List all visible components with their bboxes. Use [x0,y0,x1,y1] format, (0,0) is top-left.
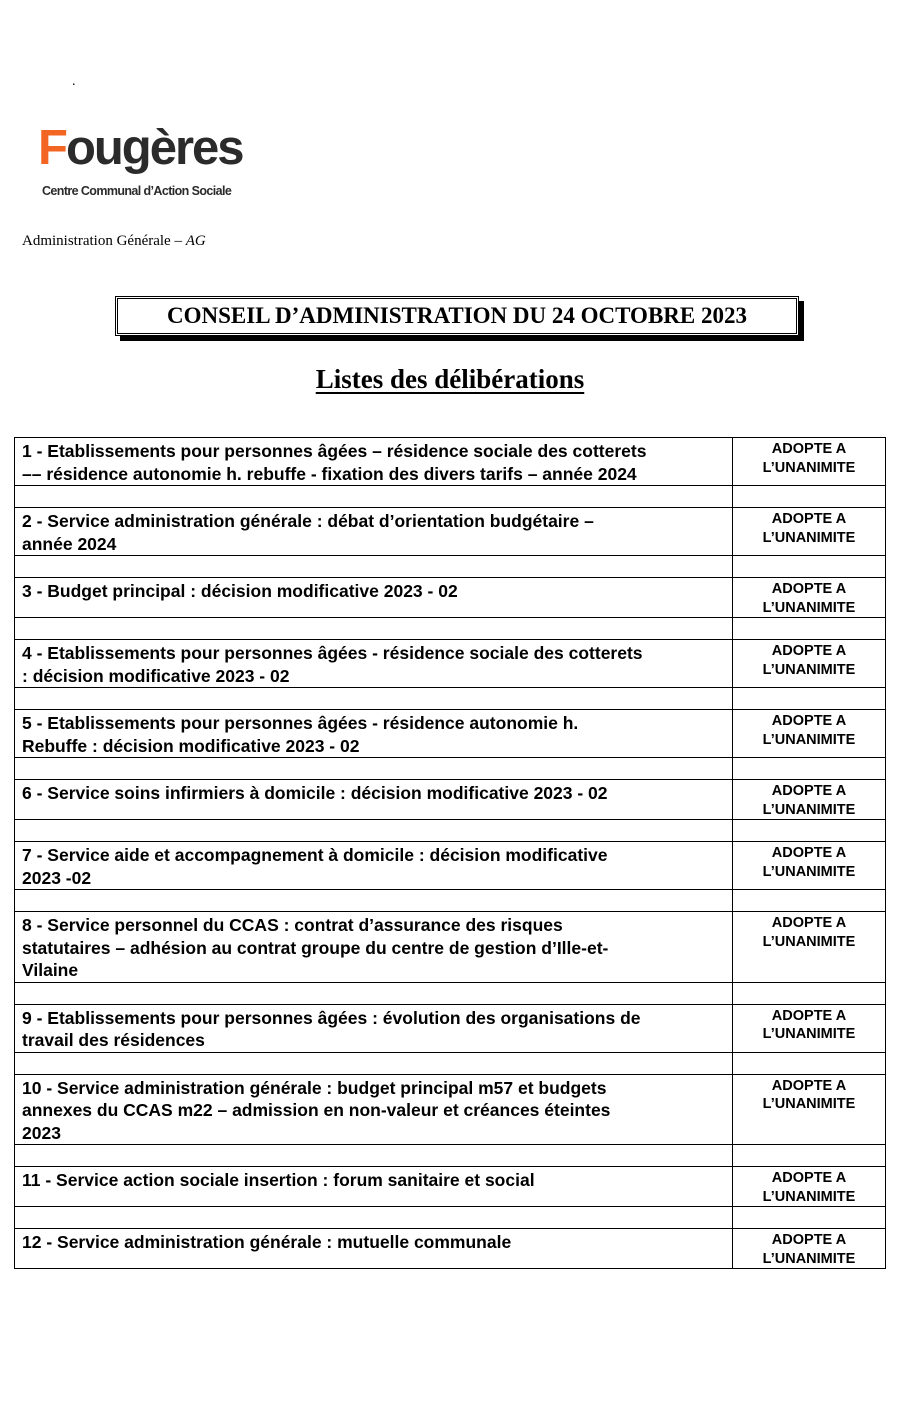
status-line: ADOPTE A [771,441,847,457]
document-title [115,296,799,336]
deliberation-status [733,1074,886,1145]
deliberation-row [15,1167,886,1207]
spacer-row [15,820,886,842]
deliberation-title-line: Vilaine [22,960,79,980]
spacer-cell [733,556,886,578]
deliberations-table [14,437,886,1269]
deliberation-row [15,578,886,618]
spacer-cell [733,982,886,1004]
deliberation-title [15,1167,733,1207]
status-line: L’UNANIMITE [762,459,856,476]
document-subtitle-text: Listes des délibérations [315,364,585,394]
deliberation-status [733,842,886,890]
status-line: L’UNANIMITE [762,529,856,546]
department-label [22,233,206,250]
deliberation-title [15,1229,733,1269]
deliberation-title [15,780,733,820]
department-code: AG [185,233,206,249]
spacer-cell [15,618,733,640]
deliberation-title-line: 2023 [22,1122,61,1143]
deliberation-title-line: année 2024 [22,533,117,554]
deliberation-status [733,508,886,556]
deliberation-row [15,710,886,758]
deliberation-title-line: annexes du CCAS m22 – admission en non-valeur et créances éteintes [22,1100,611,1120]
spacer-row [15,758,886,780]
status-line: L’UNANIMITE [762,1250,856,1267]
spacer-row [15,890,886,912]
deliberation-row [15,1229,886,1269]
deliberation-title-line: 2023 -02 [22,867,92,888]
spacer-cell [733,618,886,640]
fougeres-ccas-logo [38,118,253,208]
status-line: ADOPTE A [771,643,847,659]
spacer-row [15,618,886,640]
deliberation-title-line: 3 - Budget principal : décision modificative 2023 - 02 [22,581,458,601]
deliberation-row [15,780,886,820]
spacer-cell [15,890,733,912]
spacer-cell [733,758,886,780]
spacer-cell [733,1052,886,1074]
deliberation-title-line: 12 - Service administration générale : mutuelle communale [22,1232,512,1252]
spacer-cell [15,1207,733,1229]
status-line: ADOPTE A [771,1232,847,1248]
spacer-row [15,982,886,1004]
deliberation-status [733,710,886,758]
deliberation-status [733,578,886,618]
deliberation-title-line: 4 - Etablissements pour personnes âgées - résidence sociale des cotterets [22,643,643,663]
deliberation-title [15,842,733,890]
deliberation-row [15,842,886,890]
stray-dot: . [72,74,76,89]
status-line: ADOPTE A [771,581,847,597]
deliberation-title-line: 1 - Etablissements pour personnes âgées – résidence sociale des cotterets [22,441,647,461]
spacer-cell [15,688,733,710]
spacer-cell [733,820,886,842]
spacer-cell [15,556,733,578]
spacer-cell [15,758,733,780]
spacer-cell [733,1145,886,1167]
deliberation-title [15,578,733,618]
deliberation-title-line: 7 - Service aide et accompagnement à domicile : décision modificative [22,845,608,865]
deliberation-status [733,780,886,820]
spacer-cell [15,982,733,1004]
spacer-row [15,486,886,508]
status-line: ADOPTE A [771,845,847,861]
status-line: L’UNANIMITE [762,731,856,748]
deliberation-title [15,1004,733,1052]
deliberation-row [15,438,886,486]
deliberation-status [733,1004,886,1052]
status-line: L’UNANIMITE [762,801,856,818]
deliberation-title-line: : décision modificative 2023 - 02 [22,665,290,686]
deliberation-title-line: 10 - Service administration générale : budget principal m57 et budgets [22,1077,607,1098]
deliberation-status [733,1167,886,1207]
spacer-cell [733,890,886,912]
status-line: ADOPTE A [771,1007,847,1024]
deliberation-status [733,912,886,983]
spacer-cell [15,1145,733,1167]
status-line: ADOPTE A [771,713,847,729]
status-line: L’UNANIMITE [762,661,856,678]
status-line: ADOPTE A [771,511,847,527]
deliberation-row [15,1074,886,1145]
status-line: L’UNANIMITE [762,599,856,616]
spacer-row [15,1052,886,1074]
deliberation-row [15,640,886,688]
deliberation-title-line: travail des résidences [22,1030,205,1050]
spacer-cell [733,688,886,710]
deliberation-status [733,438,886,486]
deliberation-title-line: 8 - Service personnel du CCAS : contrat d’assurance des risques [22,915,563,935]
status-line: ADOPTE A [771,783,847,799]
spacer-cell [733,486,886,508]
spacer-row [15,1207,886,1229]
deliberation-row [15,1004,886,1052]
spacer-cell [15,486,733,508]
deliberation-title-line: Rebuffe : décision modificative 2023 - 02 [22,735,360,756]
logo-wordmark-initial: F [38,121,66,175]
spacer-cell [15,820,733,842]
status-line: ADOPTE A [771,1077,847,1094]
logo-wordmark-rest: ougères [65,121,243,175]
spacer-cell [15,1052,733,1074]
deliberation-title [15,640,733,688]
deliberation-title [15,1074,733,1145]
logo-subtitle: Centre Communal d’Action Sociale [42,184,232,198]
deliberation-title-line: statutaires – adhésion au contrat groupe du centre de gestion d’Ille-et- [22,937,609,958]
status-line: L’UNANIMITE [762,863,856,880]
deliberations-body [15,438,886,1269]
status-line: L’UNANIMITE [762,1026,856,1042]
status-line: L’UNANIMITE [762,1096,856,1112]
status-line: ADOPTE A [771,915,847,931]
deliberation-title [15,912,733,983]
deliberation-title-line: 5 - Etablissements pour personnes âgées - résidence autonomie h. [22,713,579,733]
deliberation-title [15,710,733,758]
status-line: ADOPTE A [771,1170,847,1186]
document-subtitle [0,364,900,395]
department-name: Administration Générale – [22,233,182,249]
logo-wordmark [38,118,243,178]
status-line: L’UNANIMITE [762,1188,856,1205]
deliberation-title [15,508,733,556]
status-line: L’UNANIMITE [762,933,856,950]
spacer-cell [733,1207,886,1229]
deliberation-title [15,438,733,486]
deliberation-row [15,912,886,983]
spacer-row [15,1145,886,1167]
spacer-row [15,688,886,710]
deliberation-title-line: 9 - Etablissements pour personnes âgées : évolution des organisations de [22,1007,641,1028]
deliberation-row [15,508,886,556]
deliberation-title-line: 6 - Service soins infirmiers à domicile : décision modificative 2023 - 02 [22,783,608,803]
deliberation-status [733,1229,886,1269]
deliberation-title-line: –– résidence autonomie h. rebuffe - fixation des divers tarifs – année 2024 [22,463,637,484]
document-title-text: CONSEIL D’ADMINISTRATION DU 24 OCTOBRE 2023 [167,303,747,328]
deliberation-status [733,640,886,688]
deliberation-title-line: 2 - Service administration générale : débat d’orientation budgétaire – [22,511,594,531]
deliberation-title-line: 11 - Service action sociale insertion : forum sanitaire et social [22,1170,535,1190]
spacer-row [15,556,886,578]
